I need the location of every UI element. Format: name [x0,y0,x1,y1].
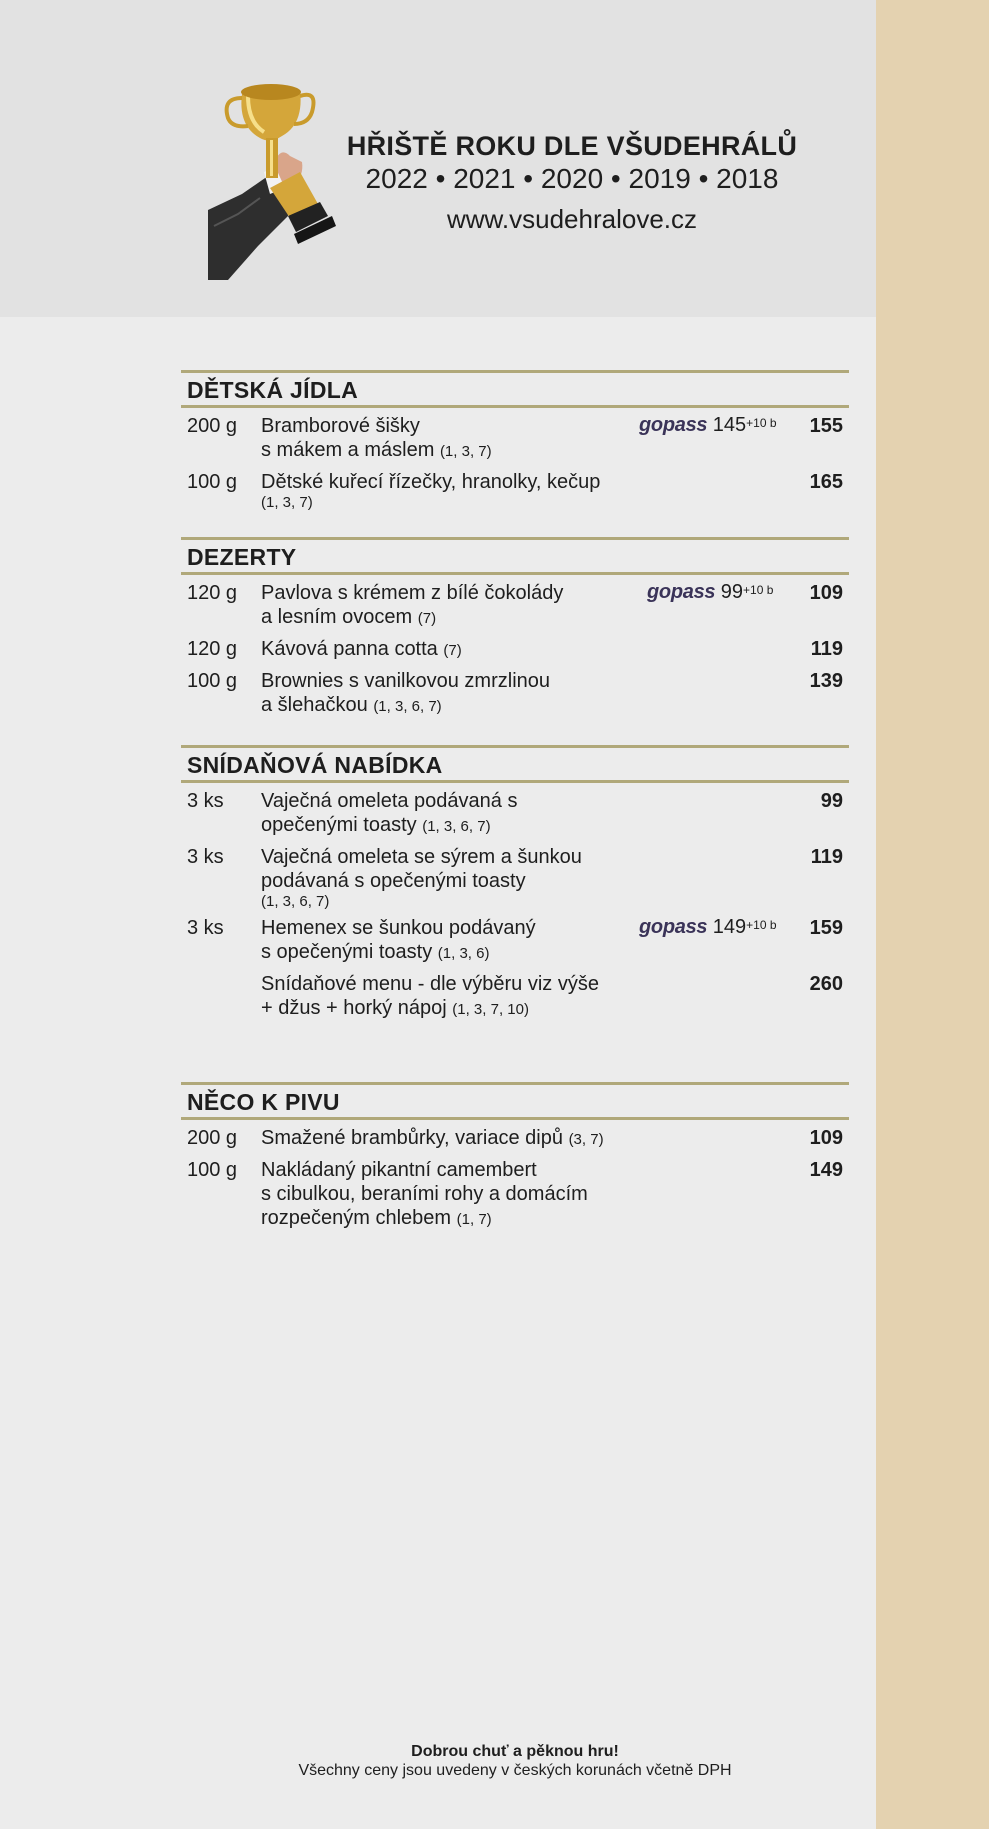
item-allergens: (3, 7) [568,1131,604,1148]
item-price: 119 [810,638,843,660]
item-quantity: 3 ks [187,790,224,812]
item-price: 155 [809,415,843,437]
item-price: 119 [810,846,843,868]
item-quantity: 120 g [187,638,238,660]
item-name-line: Smažené brambůrky, variace dipů [261,1127,563,1149]
footer-greeting: Dobrou chuť a pěknou hru! [411,1743,619,1760]
gopass-offer [647,580,773,604]
menu-item [181,910,849,966]
section-title: DEZERTY [181,537,849,575]
section-title: NĚCO K PIVU [181,1082,849,1120]
item-name-line: s cibulkou, beraními rohy a domácím [261,1183,588,1205]
item-name-line: podávaná s opečenými toasty [261,870,526,892]
item-name [261,581,651,631]
item-name [261,916,651,966]
section-title: DĚTSKÁ JÍDLA [181,370,849,408]
item-quantity: 120 g [187,582,238,604]
menu-item [181,1120,849,1152]
item-price: 165 [809,471,843,493]
item-name-line: Vaječná omeleta se sýrem a šunkou [261,846,582,868]
item-allergens: (1, 3, 7) [439,443,492,460]
item-name [261,637,651,663]
item-name-line: a šlehačkou [261,694,368,716]
item-name-line: Pavlova s krémem z bílé čokolády [261,582,564,604]
item-name-line: rozpečeným chlebem [261,1207,452,1229]
section-snidanova-nabidka [181,745,849,1022]
section-dezerty [181,537,849,719]
item-name [261,1126,651,1152]
gopass-price: 99 [720,581,744,603]
gopass-offer [639,413,777,437]
section-neco-k-pivu [181,1082,849,1232]
item-name-line: Nakládaný pikantní camembert [261,1159,537,1181]
gopass-offer [639,915,777,939]
gopass-bonus: +10 b [746,416,777,430]
item-quantity: 100 g [187,670,238,692]
item-price: 260 [809,973,843,995]
item-allergens: (1, 3, 6, 7) [261,893,330,910]
header-title: HŘIŠTĚ ROKU DLE VŠUDEHRÁLŮ [346,131,798,161]
gopass-bonus: +10 b [743,583,774,597]
gopass-logo: gopass [639,916,708,938]
gopass-price: 145 [712,414,747,436]
menu-item [181,464,849,511]
item-price: 159 [809,917,843,939]
item-name-line: Hemenex se šunkou podávaný [261,917,536,939]
item-name-line: opečenými toasty [261,814,417,836]
gopass-price: 149 [712,916,747,938]
item-name-line: Kávová panna cotta [261,638,438,660]
menu-item [181,839,849,910]
item-name-line: a lesním ovocem [261,606,413,628]
item-price: 99 [820,790,843,812]
item-allergens: (1, 7) [456,1211,492,1228]
menu-item [181,783,849,839]
item-allergens: (1, 3, 6) [437,945,490,962]
footer-note: Všechny ceny jsou uvedeny v českých korunách včetně DPH [298,1762,732,1779]
item-name-line: Bramborové šišky [261,415,420,437]
item-name [261,470,651,511]
item-quantity: 3 ks [187,917,224,939]
item-name-line: Brownies s vanilkovou zmrzlinou [261,670,551,692]
item-quantity: 200 g [187,415,238,437]
gopass-logo: gopass [647,581,716,603]
item-name [261,669,651,719]
footer [181,1742,849,1780]
item-price: 109 [809,1127,843,1149]
menu-item [181,408,849,464]
header-text [330,128,814,236]
item-price: 109 [809,582,843,604]
item-quantity: 3 ks [187,846,224,868]
item-name [261,845,651,910]
item-name-line: Vaječná omeleta podávaná s [261,790,518,812]
menu-item [181,631,849,663]
side-strip [876,0,989,1829]
item-quantity: 200 g [187,1127,238,1149]
item-quantity: 100 g [187,1159,238,1181]
item-allergens: (1, 3, 6, 7) [422,818,491,835]
menu [181,370,849,1232]
menu-item [181,575,849,631]
item-allergens: (7) [443,642,462,659]
gopass-logo: gopass [639,414,708,436]
header-url[interactable]: www.vsudehralove.cz [447,204,697,234]
item-price: 149 [809,1159,843,1181]
header-years: 2022 • 2021 • 2020 • 2019 • 2018 [365,163,779,194]
item-name [261,414,651,464]
item-name-line: Snídaňové menu - dle výběru viz výše [261,973,599,995]
item-name [261,972,651,1022]
item-name [261,789,651,839]
menu-item [181,1152,849,1232]
item-price: 139 [809,670,843,692]
item-allergens: (1, 3, 7, 10) [452,1001,529,1018]
section-title: SNÍDAŇOVÁ NABÍDKA [181,745,849,783]
item-allergens: (1, 3, 7) [261,494,313,511]
item-allergens: (1, 3, 6, 7) [373,698,442,715]
menu-item [181,966,849,1022]
item-allergens: (7) [417,610,437,627]
gopass-bonus: +10 b [746,918,777,932]
item-name-line: s opečenými toasty [261,941,433,963]
item-name-line: + džus + horký nápoj [261,997,447,1019]
item-name-line: Dětské kuřecí řízečky, hranolky, kečup [261,471,601,493]
header-banner [0,0,876,317]
item-name [261,1158,651,1232]
menu-item [181,663,849,719]
section-detska-jidla [181,370,849,511]
item-name-line: s mákem a máslem [261,439,435,461]
item-quantity: 100 g [187,471,238,493]
